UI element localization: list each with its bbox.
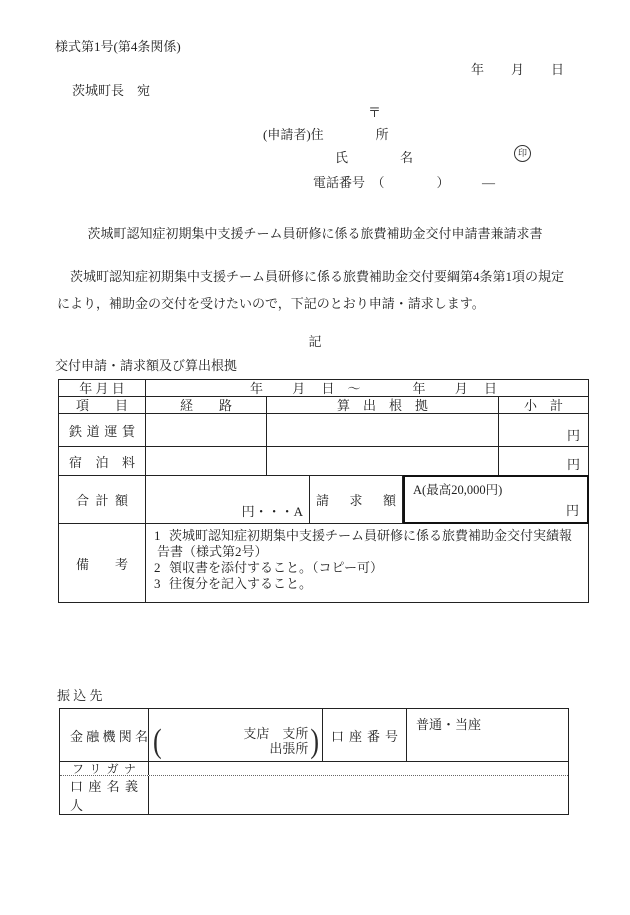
branch-line-1: 支店 支所 bbox=[243, 726, 309, 741]
rail-fare-route-cell bbox=[146, 414, 267, 446]
period-col-header: 年 月 日 bbox=[59, 380, 146, 396]
rail-fare-basis-cell bbox=[267, 414, 499, 446]
lodging-subtotal-cell bbox=[499, 447, 588, 475]
seal-mark: 印 bbox=[514, 145, 531, 162]
branch-line-2: 出張所 bbox=[269, 741, 309, 756]
bank-branch-cell bbox=[149, 709, 323, 761]
rail-fare-subtotal-cell bbox=[499, 414, 588, 446]
route-col-header: 経 路 bbox=[146, 397, 267, 413]
section2-caption: 振 込 先 bbox=[57, 688, 103, 703]
date-month-label: 月 bbox=[510, 62, 524, 77]
lodging-basis-cell bbox=[267, 447, 499, 475]
bank-label-cell: 金 融 機 関 名 bbox=[60, 709, 149, 761]
item-col-header: 項 目 bbox=[59, 397, 146, 413]
yen-unit: 円 bbox=[565, 503, 579, 518]
remarks-content-cell bbox=[146, 524, 588, 602]
furigana-row bbox=[60, 761, 568, 776]
record-mark: 記 bbox=[308, 334, 322, 349]
body-line-2: により，補助金の交付を受けたいので，下記のとおり申請・請求します。 bbox=[57, 296, 485, 311]
postal-mark: 〒 bbox=[368, 105, 382, 120]
claim-label-cell: 請 求 額 bbox=[310, 476, 403, 523]
date-year-label: 年 bbox=[470, 62, 484, 77]
form-number: 様式第1号(第4条関係) bbox=[55, 39, 181, 54]
account-no-label-cell: 口 座 番 号 bbox=[323, 709, 407, 761]
holder-row bbox=[60, 776, 568, 814]
yen-unit: 円 bbox=[566, 428, 580, 443]
lodging-route-cell bbox=[146, 447, 267, 475]
rail-fare-row bbox=[59, 413, 588, 446]
date-day-label: 日 bbox=[550, 62, 564, 77]
close-bracket: ) bbox=[310, 722, 319, 760]
claim-cap-note: A(最高20,000円) bbox=[413, 483, 503, 497]
remark-item: 3 往復分を記入すること。 bbox=[154, 576, 313, 591]
yen-unit: 円 bbox=[566, 457, 580, 472]
remark-item: 1 茨城町認知症初期集中支援チーム員研修に係る旅費補助金交付実績報 告書（様式第2号） bbox=[154, 528, 573, 559]
document-title: 茨城町認知症初期集中支援チーム員研修に係る旅費補助金交付申請書兼請求書 bbox=[87, 226, 543, 241]
addressee: 茨城町長 宛 bbox=[72, 83, 151, 98]
open-bracket: ( bbox=[153, 722, 162, 760]
phone-label: 電話番号 （ ） ― bbox=[313, 175, 496, 190]
remark-item: 2 領収書を添付すること。（コピー可） bbox=[154, 560, 383, 575]
remarks-row bbox=[59, 523, 588, 602]
total-row bbox=[59, 475, 588, 523]
bank-row bbox=[60, 709, 568, 761]
rail-fare-label-cell: 鉄 道 運 賃 bbox=[59, 414, 146, 446]
amount-table bbox=[58, 379, 589, 603]
total-label-cell: 合 計 額 bbox=[59, 476, 146, 523]
body-line-1: 茨城町認知症初期集中支援チーム員研修に係る旅費補助金交付要綱第4条第1項の規定 bbox=[70, 269, 565, 284]
claim-amount-box bbox=[403, 475, 589, 524]
applicant-address-label: (申請者)住 所 bbox=[263, 127, 389, 142]
furigana-label-cell: フ リ ガ ナ bbox=[60, 762, 149, 775]
total-amount-suffix: 円・・・A bbox=[241, 504, 303, 519]
basis-col-header: 算 出 根 拠 bbox=[267, 397, 499, 413]
remarks-label-cell: 備 考 bbox=[59, 524, 146, 602]
total-amount-cell bbox=[146, 476, 310, 523]
applicant-name-label: 氏 名 bbox=[335, 150, 414, 165]
lodging-row bbox=[59, 446, 588, 475]
furigana-value-cell bbox=[149, 762, 568, 775]
period-header-row bbox=[59, 380, 588, 396]
lodging-label-cell: 宿 泊 料 bbox=[59, 447, 146, 475]
holder-value-cell bbox=[149, 776, 568, 814]
section1-caption: 交付申請・請求額及び算出根拠 bbox=[55, 358, 238, 373]
period-value-cell: 年 月 日 ～ 年 月 日 bbox=[250, 380, 498, 396]
account-type-cell: 普通・当座 bbox=[416, 717, 482, 732]
bank-transfer-table bbox=[59, 708, 569, 815]
subtotal-col-header: 小 計 bbox=[523, 397, 563, 413]
date-line bbox=[0, 59, 564, 78]
holder-label-cell: 口 座 名 義 人 bbox=[60, 776, 149, 814]
column-header-row bbox=[59, 396, 588, 413]
